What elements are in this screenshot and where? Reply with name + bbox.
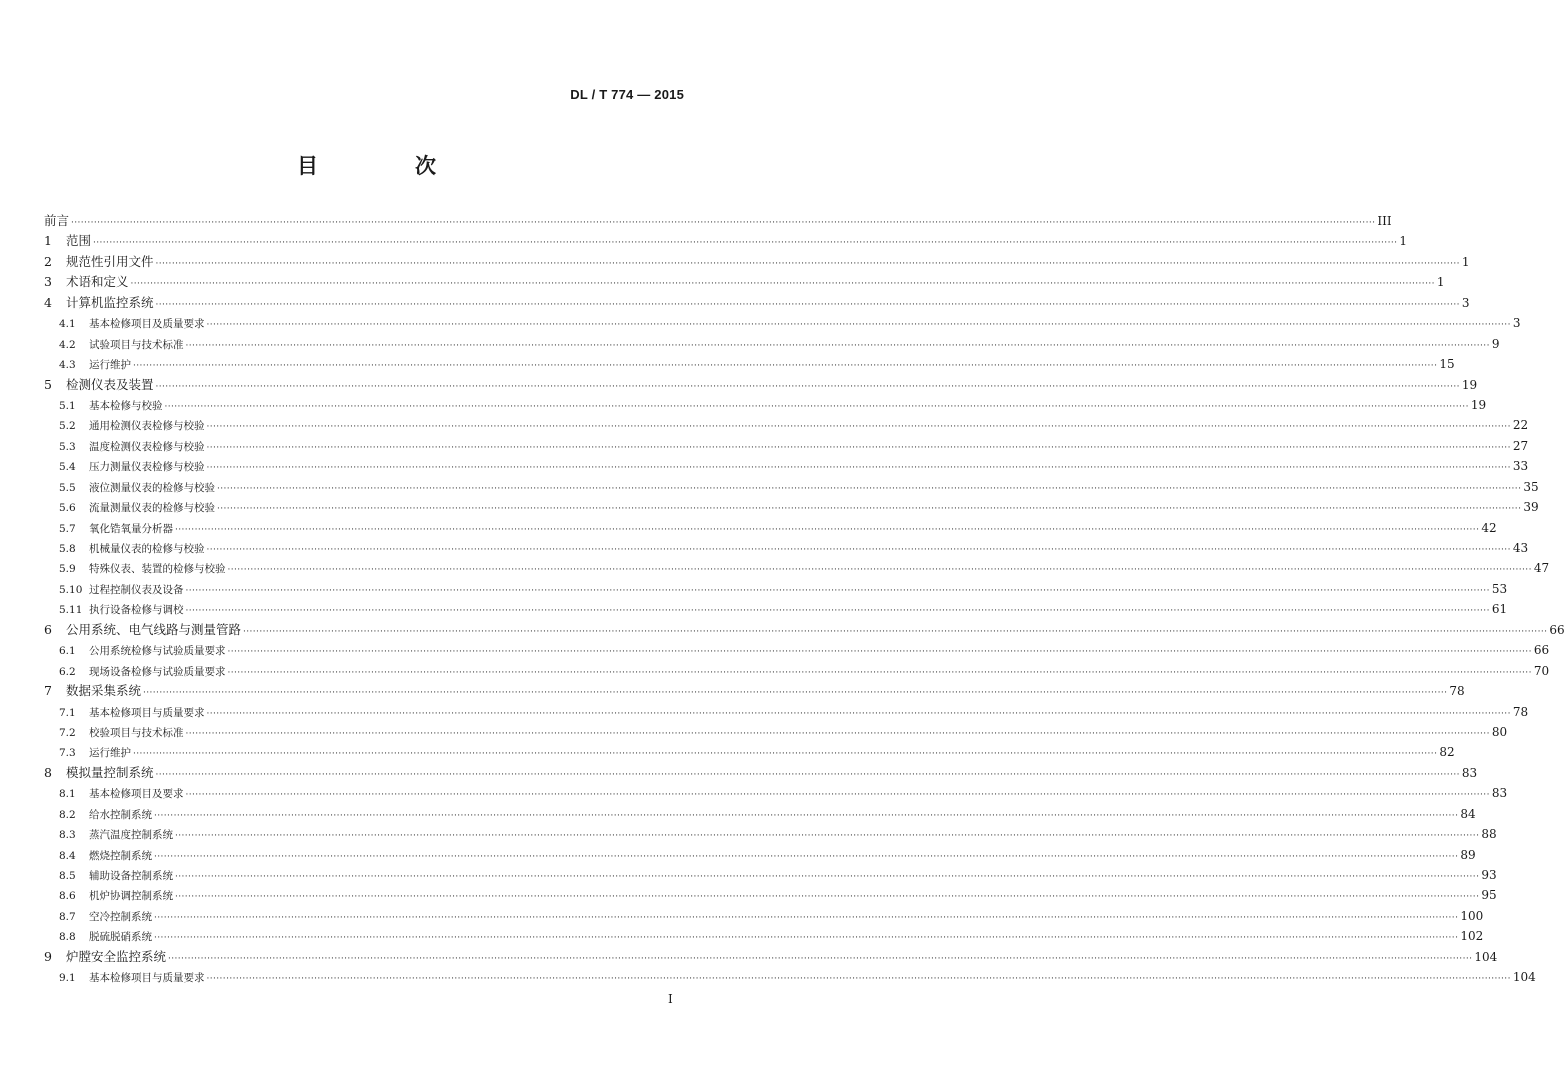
toc-entry[interactable]	[44, 620, 1565, 640]
toc-entry-number: 8.2	[59, 808, 76, 821]
toc-leader-dots: ················································································································································································································································································································································································································	[155, 769, 1460, 780]
toc-entry[interactable]	[44, 681, 1465, 701]
toc-entry-page: 19	[1461, 377, 1478, 392]
toc-leader-dots: ················································································································································································································································································································································································································	[227, 667, 1532, 678]
toc-entry-page: 80	[1491, 724, 1508, 739]
toc-entry[interactable]	[44, 783, 1508, 803]
toc-entry-label: 基本检修项目与质量要求	[89, 972, 205, 985]
toc-entry-label: 前言	[44, 213, 70, 228]
toc-leader-dots: ················································································································································································································································································································································································································	[154, 912, 1459, 923]
toc-leader-dots: ················································································································································································································································································································································································································	[130, 279, 1435, 290]
toc-entry-label: 特殊仪表、装置的检修与校验	[89, 563, 226, 576]
toc-entry-number: 8.6	[59, 890, 76, 903]
toc-entry-page: 66	[1533, 643, 1550, 658]
toc-entry[interactable]	[44, 477, 1539, 497]
toc-entry[interactable]	[44, 334, 1500, 354]
toc-leader-dots: ················································································································································································································································································································································································································	[206, 974, 1511, 985]
toc-entry-page: 53	[1491, 581, 1508, 596]
toc-entry-number: 7.2	[59, 726, 76, 739]
toc-entry-number: 5.1	[59, 399, 76, 412]
toc-entry-number: 4.2	[59, 338, 76, 351]
toc-entry-label: 基本检修项目与质量要求	[89, 706, 205, 719]
toc-leader-dots: ················································································································································································································································································································································································································	[71, 218, 1376, 228]
toc-entry-number: 5.3	[59, 440, 76, 453]
toc-entry-page: 3	[1512, 316, 1521, 331]
toc-entry-label: 运行维护	[89, 747, 131, 760]
toc-entry-number: 5.10	[59, 583, 83, 596]
toc-entry[interactable]	[44, 640, 1550, 660]
toc-entry-page: 82	[1439, 745, 1455, 760]
toc-leader-dots: ················································································································································································································································································································································································································	[175, 892, 1480, 903]
toc-leader-dots: ················································································································································································································································································································································································································	[155, 381, 1460, 392]
toc-entry-number: 4	[44, 294, 52, 310]
toc-title: 目 次	[297, 153, 474, 178]
toc-entry[interactable]	[44, 926, 1484, 946]
toc-entry-number: 4.3	[59, 359, 76, 372]
toc-entry-label: 基本检修项目及要求	[89, 788, 184, 801]
toc-entry-label: 公用系统检修与试验质量要求	[89, 645, 226, 658]
toc-leader-dots: ················································································································································································································································································································································································································	[206, 320, 1511, 331]
toc-entry-page: 95	[1481, 888, 1497, 903]
toc-entry[interactable]	[44, 906, 1484, 926]
toc-leader-dots: ················································································································································································································································································································································································································	[154, 851, 1459, 862]
toc-entry-label: 计算机监控系统	[66, 294, 154, 310]
toc-leader-dots: ················································································································································································································································································································································································································	[185, 606, 1490, 617]
toc-entry-number: 7.3	[59, 747, 76, 760]
toc-entry[interactable]	[44, 518, 1497, 538]
toc-entry-label: 基本检修与校验	[89, 399, 163, 412]
toc-entry-number: 5.2	[59, 420, 76, 433]
toc-entry-page: 33	[1512, 459, 1529, 474]
toc-entry-page: 83	[1491, 786, 1508, 801]
toc-entry[interactable]	[44, 354, 1455, 374]
toc-entry-number: 7	[44, 683, 52, 699]
toc-entry-label: 辅助设备控制系统	[89, 870, 173, 882]
toc-entry-page: 15	[1439, 357, 1455, 372]
toc-entry-label: 检测仪表及装置	[66, 376, 154, 392]
toc-leader-dots: ················································································································································································································································································································································································································	[185, 585, 1490, 596]
toc-entry-number: 5.7	[59, 522, 76, 535]
toc-leader-dots: ················································································································································································································································································································································································································	[185, 790, 1490, 801]
toc-entry-page: 19	[1470, 397, 1487, 412]
toc-entry-number: 5.11	[59, 604, 83, 617]
toc-leader-dots: ················································································································································································································································································································································································································	[217, 504, 1522, 515]
toc-entry[interactable]	[44, 252, 1470, 272]
toc-entry-page: 1	[1461, 254, 1470, 269]
toc-entry-label: 运行维护	[89, 359, 131, 372]
toc-entry-page: 100	[1460, 908, 1484, 923]
toc-entry-number: 8.4	[59, 849, 76, 862]
toc-entry[interactable]	[44, 375, 1478, 395]
toc-entry-page: III	[1377, 214, 1392, 228]
toc-entry[interactable]	[44, 272, 1445, 292]
toc-entry-number: 3	[44, 274, 52, 290]
toc-entry[interactable]	[44, 722, 1508, 742]
toc-entry-label: 燃烧控制系统	[89, 849, 152, 862]
toc-entry-number: 5.8	[59, 543, 76, 555]
toc-leader-dots: ················································································································································································································································································································································································································	[93, 238, 1398, 249]
toc-entry[interactable]	[44, 211, 1392, 231]
toc-entry-label: 流量测量仪表的检修与校验	[89, 502, 215, 515]
toc-leader-dots: ················································································································································································································································································································································································································	[155, 299, 1460, 310]
toc-entry-label: 公用系统、电气线路与测量管路	[66, 621, 242, 637]
toc-entry-number: 8.7	[59, 910, 76, 923]
toc-entry-number: 8	[44, 764, 52, 780]
toc-entry[interactable]	[44, 967, 1536, 987]
toc-entry-number: 1	[44, 233, 52, 249]
toc-entry-label: 炉膛安全监控系统	[66, 948, 167, 964]
toc-entry-page: 78	[1449, 684, 1465, 699]
toc-leader-dots: ················································································································································································································································································································································································································	[154, 933, 1459, 944]
toc-entry-number: 6	[44, 621, 52, 637]
toc-entry-number: 2	[44, 253, 52, 269]
toc-leader-dots: ················································································································································································································································································································································································································	[185, 340, 1490, 351]
toc-entry-page: 35	[1523, 479, 1539, 494]
toc-entry-number: 9.1	[59, 972, 76, 985]
toc-leader-dots: ················································································································································································································································································································································································································	[206, 442, 1511, 453]
toc-entry-page: 78	[1512, 704, 1529, 719]
toc-entry-page: 61	[1491, 602, 1508, 617]
toc-entry-number: 5	[44, 376, 52, 392]
toc-entry-label: 术语和定义	[66, 274, 129, 290]
toc-entry[interactable]	[44, 313, 1521, 333]
toc-leader-dots: ················································································································································································································································································································································································································	[217, 483, 1522, 494]
toc-entry[interactable]	[44, 742, 1455, 762]
toc-entry-label: 机械量仪表的检修与校验	[89, 543, 205, 555]
toc-entry-label: 模拟量控制系统	[66, 764, 154, 780]
toc-entry[interactable]	[44, 293, 1470, 313]
toc-entry[interactable]	[44, 231, 1407, 251]
toc-leader-dots: ················································································································································································································································································································································································································	[133, 361, 1438, 372]
toc-entry-label: 机炉协调控制系统	[89, 890, 173, 903]
toc-entry-page: 47	[1533, 561, 1550, 576]
table-of-contents	[44, 211, 1565, 988]
toc-entry-label: 范围	[66, 233, 92, 249]
toc-entry-page: 102	[1460, 929, 1484, 944]
toc-entry-label: 给水控制系统	[89, 808, 152, 821]
toc-entry-page: 88	[1481, 827, 1497, 842]
toc-leader-dots: ················································································································································································································································································································································································································	[206, 463, 1511, 474]
toc-entry-number: 8.8	[59, 931, 76, 944]
toc-entry-page: 3	[1461, 295, 1470, 310]
toc-leader-dots: ················································································································································································································································································································································································································	[185, 728, 1490, 739]
toc-entry-page: 93	[1481, 868, 1497, 882]
toc-entry-page: 66	[1549, 622, 1565, 637]
toc-entry[interactable]	[44, 824, 1497, 844]
toc-entry-page: 1	[1436, 275, 1445, 290]
toc-entry-label: 液位测量仪表的检修与校验	[89, 481, 215, 494]
toc-entry-page: 1	[1399, 234, 1407, 249]
toc-entry-label: 数据采集系统	[66, 683, 142, 699]
toc-entry[interactable]	[44, 415, 1529, 435]
toc-entry[interactable]	[44, 885, 1497, 905]
toc-entry[interactable]	[44, 579, 1508, 599]
toc-entry-page: 9	[1491, 336, 1500, 351]
toc-entry-number: 7.1	[59, 706, 76, 719]
toc-entry-page: 42	[1481, 520, 1497, 535]
toc-entry[interactable]	[44, 865, 1497, 885]
toc-leader-dots: ················································································································································································································································································································································································································	[227, 647, 1532, 658]
toc-leader-dots: ················································································································································································································································································································································································································	[206, 422, 1511, 433]
toc-entry-number: 5.6	[59, 502, 76, 515]
toc-entry-number: 5.4	[59, 461, 76, 474]
toc-entry-page: 84	[1460, 806, 1476, 821]
toc-entry-label: 脱硫脱硝系统	[89, 931, 152, 944]
toc-entry[interactable]	[44, 599, 1508, 619]
toc-entry-label: 过程控制仪表及设备	[89, 583, 184, 596]
toc-entry[interactable]	[44, 804, 1476, 824]
toc-leader-dots: ················································································································································································································································································································································································································	[155, 258, 1460, 269]
toc-entry[interactable]	[44, 661, 1550, 681]
toc-entry[interactable]	[44, 845, 1476, 865]
toc-entry[interactable]	[44, 763, 1478, 783]
toc-entry-label: 空冷控制系统	[89, 910, 152, 923]
toc-entry-number: 4.1	[59, 318, 76, 331]
toc-entry[interactable]	[44, 497, 1539, 517]
toc-entry-label: 执行设备检修与调校	[89, 604, 184, 617]
toc-entry-label: 试验项目与技术标准	[89, 338, 184, 351]
toc-entry[interactable]	[44, 436, 1529, 456]
toc-entry-label: 基本检修项目及质量要求	[89, 318, 205, 331]
toc-entry-label: 规范性引用文件	[66, 253, 154, 269]
toc-leader-dots: ················································································································································································································································································································································································································	[206, 545, 1511, 555]
toc-leader-dots: ················································································································································································································································································································································································································	[164, 401, 1469, 412]
toc-entry-label: 现场设备检修与试验质量要求	[89, 665, 226, 678]
toc-entry-page: 39	[1523, 500, 1539, 515]
toc-leader-dots: ················································································································································································································································································································································································································	[206, 708, 1511, 719]
standard-number: DL / T 774 — 2015	[570, 87, 684, 102]
toc-leader-dots: ················································································································································································································································································································································································································	[143, 688, 1448, 699]
toc-entry[interactable]	[44, 558, 1550, 578]
toc-entry-page: 43	[1512, 541, 1529, 555]
toc-entry-label: 温度检测仪表检修与校验	[89, 440, 205, 453]
toc-entry[interactable]	[44, 456, 1529, 476]
toc-entry-page: 104	[1474, 949, 1498, 964]
toc-leader-dots: ················································································································································································································································································································································································································	[133, 749, 1438, 760]
toc-entry-number: 5.9	[59, 563, 76, 576]
toc-entry-number: 8.5	[59, 870, 76, 882]
toc-entry-number: 6.2	[59, 665, 76, 678]
toc-entry-page: 70	[1533, 663, 1550, 678]
toc-leader-dots: ················································································································································································································································································································································································································	[243, 626, 1548, 637]
toc-entry[interactable]	[44, 395, 1487, 415]
toc-entry-number: 9	[44, 948, 52, 964]
toc-leader-dots: ················································································································································································································································································································································································································	[154, 810, 1459, 821]
toc-entry-page: 104	[1512, 970, 1536, 985]
toc-entry-label: 氧化锆氧量分析器	[89, 522, 173, 535]
toc-entry-page: 83	[1461, 765, 1478, 780]
toc-leader-dots: ················································································································································································································································································································································································································	[175, 524, 1480, 535]
toc-entry[interactable]	[44, 702, 1529, 722]
toc-entry[interactable]	[44, 538, 1529, 558]
toc-entry-number: 6.1	[59, 645, 76, 658]
toc-entry-label: 压力测量仪表检修与校验	[89, 461, 205, 474]
toc-entry-number: 5.5	[59, 481, 76, 494]
page-number: I	[668, 992, 673, 1006]
toc-leader-dots: ················································································································································································································································································································································································································	[227, 565, 1532, 576]
toc-leader-dots: ················································································································································································································································································································································································································	[175, 831, 1480, 842]
toc-leader-dots: ················································································································································································································································································································································································································	[175, 872, 1480, 882]
toc-entry-page: 89	[1460, 847, 1476, 862]
toc-entry-page: 27	[1512, 438, 1529, 453]
toc-entry-label: 蒸汽温度控制系统	[89, 829, 173, 842]
toc-entry-label: 校验项目与技术标准	[89, 726, 184, 739]
toc-entry[interactable]	[44, 947, 1498, 967]
toc-entry-number: 8.1	[59, 788, 76, 801]
toc-leader-dots: ················································································································································································································································································································································································································	[168, 953, 1473, 964]
toc-entry-number: 8.3	[59, 829, 76, 842]
toc-entry-label: 通用检测仪表检修与校验	[89, 420, 205, 433]
toc-entry-page: 22	[1512, 418, 1529, 433]
